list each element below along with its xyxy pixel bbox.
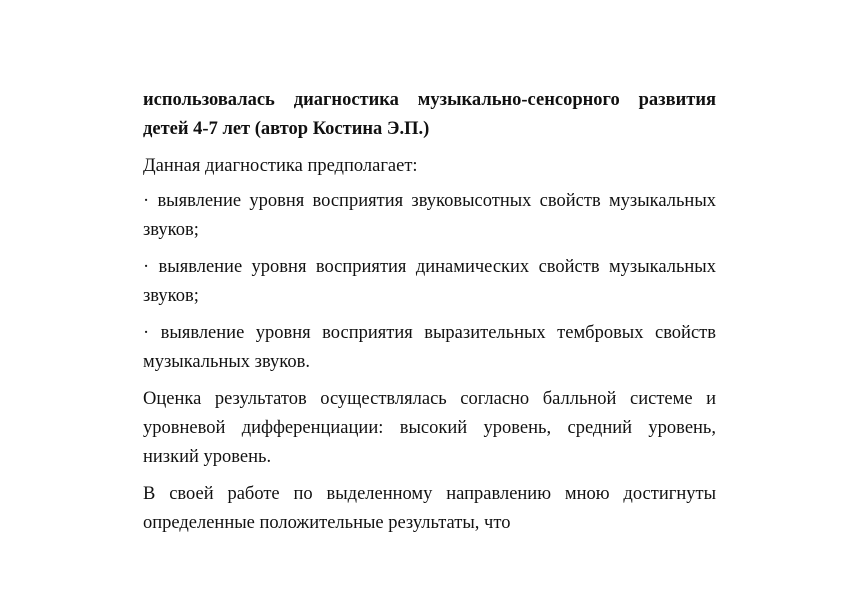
list-item-timbre: · выявление уровня восприятия выразительных тембровых свойств музыкальных звуков. [143, 323, 716, 372]
document-page [143, 86, 716, 546]
paragraph-intro: использовалась диагностика музыкально-сенсорного развития детей 4-7 лет (автор Костина Э.П.) [143, 90, 716, 139]
paragraph-evaluation: Оценка результатов осуществлялась согласно балльной системе и уровневой дифференциации: высокий уровень, средний уровень, низкий уровень. [143, 389, 716, 467]
paragraph-lead: Данная диагностика предполагает: [143, 156, 418, 176]
list-item-pitch: · выявление уровня восприятия звуковысотных свойств музыкальных звуков; [143, 191, 716, 240]
paragraph-results: В своей работе по выделенному направлению мною достигнуты определенные положительные результаты, что [143, 484, 716, 533]
list-item-dynamics: · выявление уровня восприятия динамических свойств музыкальных звуков; [143, 257, 716, 306]
